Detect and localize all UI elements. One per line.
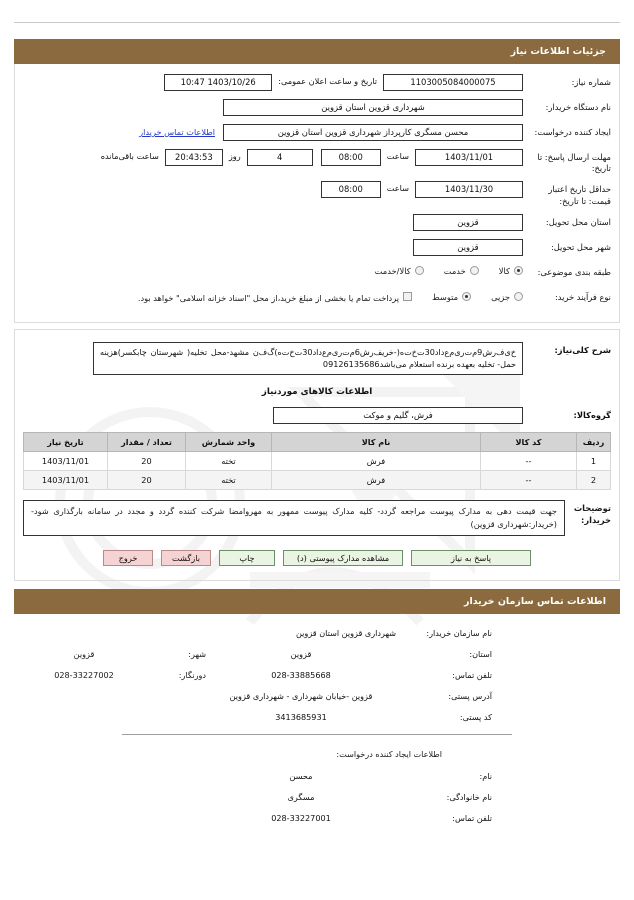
cell-need-date: 1403/11/01 [24,470,108,489]
row-contact-address [22,691,612,701]
explanation-label: توضیحات خریدار: [573,502,611,526]
radio-icon[interactable] [415,266,424,275]
cell-product-code: -- [481,470,577,489]
checkbox-icon[interactable] [403,292,412,301]
goods-group-field[interactable]: فرش، گلیم و موکت [273,407,523,424]
contact-postal-label: کد پستی: [459,712,492,723]
contact-city-label: شهر: [188,649,206,660]
reply-deadline-hour-label: ساعت [386,151,409,161]
delivery-province-label: استان محل تحویل: [545,216,611,227]
radio-icon[interactable] [514,292,523,301]
contact-fax-label: دورنگار: [178,670,206,681]
treasury-checkbox-label: پرداخت تمام یا بخشی از مبلغ خرید،از محل "اسناد خزانه اسلامی" خواهد بود. [137,292,399,303]
creator-first-name-value: محسن [289,771,313,782]
delivery-city-label: شهر محل تحویل: [550,241,611,252]
explanation-textbox[interactable]: جهت قیمت دهی به مدارک پیوست مراجعه گردد- کلیه مدارک پیوست ممهور به مهروامضا شرکت کننده گردد و مجدد در سامانه بارگذاری شود- (خریدار:شهرداری قزوین) [23,500,565,536]
contact-fax-value: 028-33227002 [54,670,114,681]
row-contact-province-city [22,649,612,659]
buyer-contact-link[interactable]: اطلاعات تماس خریدار [139,127,215,137]
reply-deadline-hour-field[interactable]: 08:00 [321,149,381,166]
need-number-label: شماره نیاز: [571,77,611,87]
category-option-goods[interactable] [499,266,523,276]
contact-province-label: استان: [469,649,492,660]
row-creator-last-name [22,792,612,802]
creator-phone-value: 028-33227001 [271,813,331,824]
process-option-medium[interactable] [432,292,471,302]
category-label: طبقه بندی موضوعی: [537,266,611,277]
buyer-org-label: نام دستگاه خریدار: [545,102,611,112]
row-contact-phone-fax [22,670,612,680]
row-creator-phone [22,813,612,823]
table-row[interactable] [24,451,611,470]
requester-label: ایجاد کننده درخواست: [534,127,611,137]
row-category [23,264,611,282]
row-creator-first-name [22,771,612,781]
row-contact-org [22,628,612,638]
contact-divider [122,734,512,735]
price-validity-date-field[interactable]: 1403/11/30 [415,181,523,198]
row-goods-group [23,407,611,425]
requester-field[interactable]: محسن مسگری کارپرداز شهرداری قزوین استان قزوین [223,124,523,141]
creator-last-name-value: مسگری [287,792,315,803]
col-unit: واحد شمارش [186,432,272,451]
table-row[interactable] [24,470,611,489]
countdown-field[interactable]: 20:43:53 [165,149,223,166]
contact-address-value: قزوین -خیابان شهرداری - شهرداری قزوین [229,691,373,702]
contact-org-value: شهرداری قزوین استان قزوین [296,628,396,639]
process-option-minor[interactable] [491,292,523,302]
goods-table [23,432,611,490]
print-button[interactable]: چاپ [219,550,275,566]
view-attachments-button[interactable]: مشاهده مدارک پیوستی (د) [283,550,403,566]
cell-quantity: 20 [108,470,186,489]
cell-need-date: 1403/11/01 [24,451,108,470]
row-process-type [23,289,611,307]
cell-row-number: 2 [577,470,611,489]
col-product-code: کد کالا [481,432,577,451]
row-contact-postal [22,712,612,722]
contact-phone-value: 028-33885668 [271,670,331,681]
delivery-city-field[interactable]: قزوین [413,239,523,256]
goods-info-title: اطلاعات کالاهای موردنیاز [261,386,373,397]
contact-postal-value: 3413685931 [275,712,327,723]
creator-first-name-label: نام: [479,771,492,782]
row-requester [23,124,611,142]
countdown-label: ساعت باقی‌مانده [100,151,159,161]
summary-textbox[interactable]: خ‌ی‌ف‌رش9م‌ت‌ری‌م‌ع‌داد30ت‌خ‌ت‌ه(-خریف‌رش6م‌ت‌ری‌م‌ع‌داد30ت‌خ‌ت‌ه)گ‌ف‌ن مشهد-محل تخلیه( شهرستان چابکسر)هزینه حمل- تخلیه بعهده برنده استعلام می‌باشد09126135686 [93,342,523,375]
category-option-service[interactable] [444,266,479,276]
col-need-date: تاریخ نیاز [24,432,108,451]
days-unit-label: روز [228,151,241,161]
contact-province-value: قزوین [290,649,312,660]
row-need-number [23,74,611,92]
treasury-checkbox-item[interactable] [138,291,412,303]
category-option-goods-service-label: کالا/خدمت [374,265,411,276]
page-root [0,22,634,840]
summary-label: شرح کلی‌نیاز: [554,344,611,355]
summary-panel [14,329,620,581]
top-divider [14,22,620,23]
contact-phone-label: تلفن تماس: [452,670,492,681]
process-radio-group [118,289,523,303]
price-validity-hour-label: ساعت [386,183,409,194]
announce-datetime-label: تاریخ و ساعت اعلان عمومی: [278,76,377,86]
process-option-minor-label: جزیی [491,291,510,302]
category-radio-group [355,264,523,276]
row-buyer-org [23,99,611,117]
cell-unit: تخته [186,451,272,470]
table-header-row [24,432,611,451]
row-price-validity [23,181,611,206]
cell-product-name: فرش [272,470,481,489]
contact-city-value: قزوین [73,649,95,660]
creator-section-title: اطلاعات ایجاد کننده درخواست: [336,749,442,760]
days-remaining-field[interactable]: 4 [247,149,313,166]
col-product-name: نام کالا [272,432,481,451]
category-option-goods-label: کالا [498,265,510,276]
delivery-province-field[interactable]: قزوین [413,214,523,231]
section-header-need-details: جزئیات اطلاعات نیاز [14,39,620,64]
row-summary [23,342,611,375]
action-button-bar [23,550,611,566]
radio-icon[interactable] [514,266,523,275]
category-option-service-label: خدمت [443,265,466,276]
cell-product-code: -- [481,451,577,470]
cell-product-name: فرش [272,451,481,470]
cell-quantity: 20 [108,451,186,470]
need-details-panel [14,64,620,323]
radio-icon[interactable] [462,292,471,301]
price-validity-label: حداقل تاریخ اعتبار قیمت: تا تاریخ: [548,184,611,206]
creator-phone-label: تلفن تماس: [452,813,492,824]
reply-deadline-label: مهلت ارسال پاسخ: تا تاریخ: [537,152,611,174]
cell-row-number: 1 [577,451,611,470]
announce-datetime-field[interactable]: 1403/10/26 10:47 [164,74,272,91]
radio-icon[interactable] [470,266,479,275]
col-quantity: تعداد / مقدار [108,432,186,451]
process-type-label: نوع فرآیند خرید: [554,291,611,302]
respond-to-need-button[interactable]: پاسخ به نیاز [411,550,531,566]
creator-last-name-label: نام خانوادگی: [446,792,492,803]
buyer-org-field[interactable]: شهرداری قزوین استان قزوین [223,99,523,116]
row-delivery-province [23,214,611,232]
price-validity-hour-field[interactable]: 08:00 [321,181,381,198]
back-button[interactable]: بازگشت [161,550,211,566]
row-delivery-city [23,239,611,257]
reply-deadline-date-field[interactable]: 1403/11/01 [415,149,523,166]
cell-unit: تخته [186,470,272,489]
row-reply-deadline [23,149,611,174]
process-option-medium-label: متوسط [432,291,459,302]
buyer-contact-panel [14,614,620,840]
contact-org-label: نام سازمان خریدار: [426,628,492,639]
exit-button[interactable]: خروج [103,550,153,566]
need-number-field[interactable]: 1103005084000075 [383,74,523,91]
goods-group-label: گروه‌کالا: [573,409,611,420]
section-header-buyer-contact: اطلاعات تماس سازمان خریدار [14,589,620,614]
category-option-goods-service[interactable] [375,266,424,276]
row-explanation [23,500,611,536]
col-row-number: ردیف [577,432,611,451]
contact-address-label: آدرس پستی: [448,691,492,702]
